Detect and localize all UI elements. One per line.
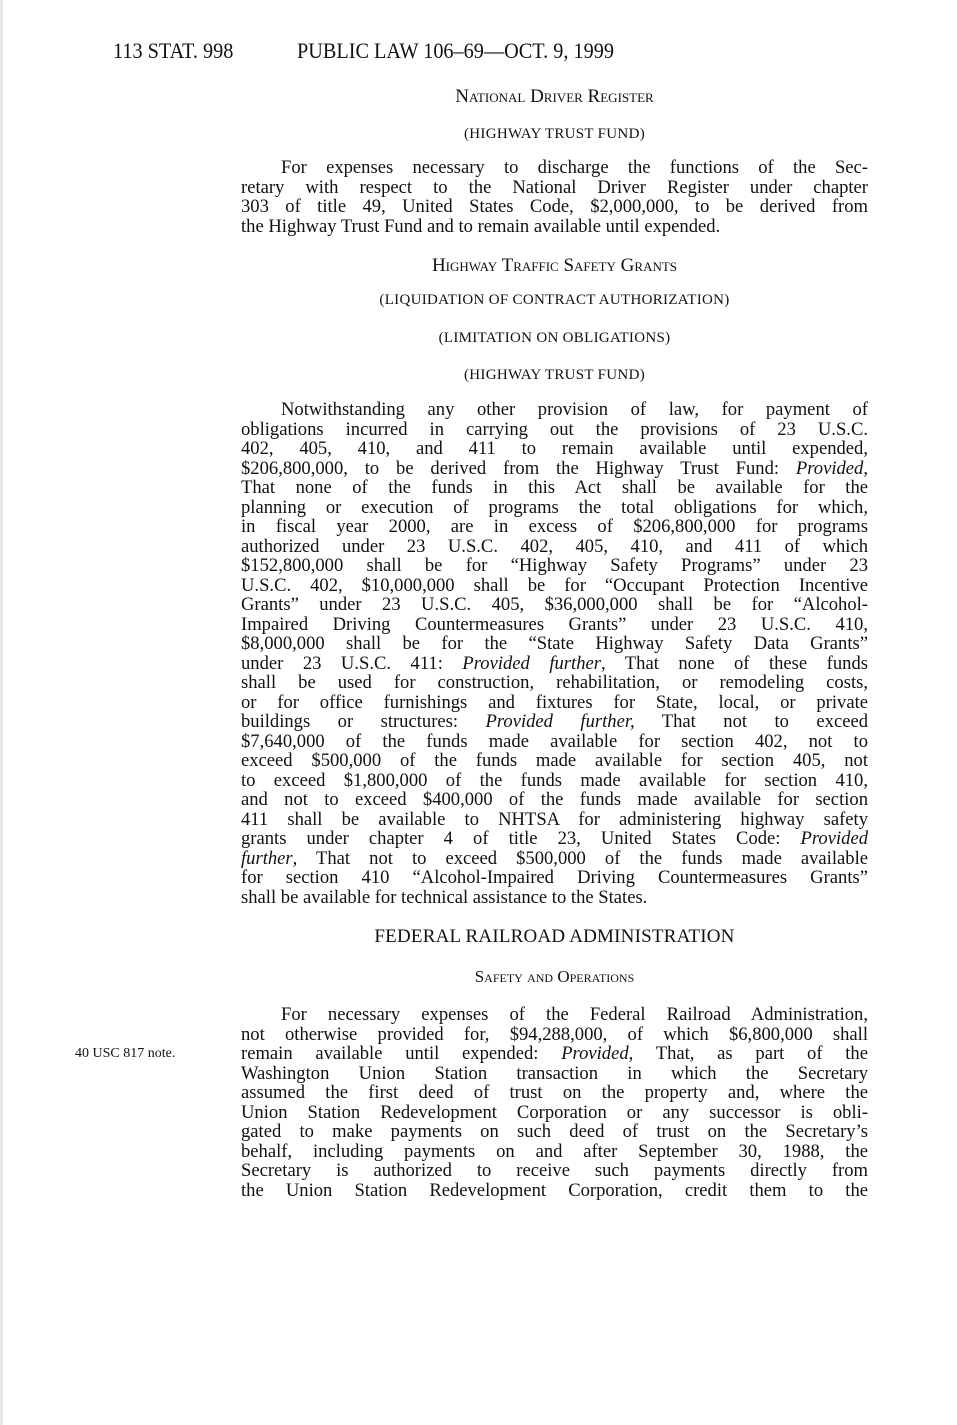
section-heading-safety-and-operations: Safety and Operations [474,967,635,986]
paragraph-federal-railroad-administration [241,1005,868,1200]
text-line: shall be available for technical assistance to the States. [241,886,648,908]
text-line: Secretary is authorized to receive such payments directly from [241,1160,868,1181]
text-segment: under 23 U.S.C. 411: [241,652,463,674]
text-line: 303 of title 49, United States Code, $2,000,000, to be derived from [241,196,868,217]
text-line: $152,800,000 shall be for “Highway Safety Programs” under 23 [241,555,868,576]
text-line [241,712,868,732]
text-segment: , That not to exceed $500,000 of the funds made available [292,847,868,869]
text-line: Notwithstanding any other provision of law, for payment of [281,399,868,420]
paragraph-national-driver-register [241,158,868,236]
text-line: the Union Station Redevelopment Corporation, credit them to the [241,1179,868,1201]
text-line: behalf, including payments on and after September 30, 1988, the [241,1140,868,1162]
text-line: Union Station Redevelopment Corporation or any successor is obli- [241,1101,868,1123]
text-line: assumed the first deed of trust on the property and, where the [241,1082,868,1103]
text-line: For necessary expenses of the Federal Railroad Administration, [281,1004,868,1025]
text-line: Washington Union Station transaction in which the Secretary [241,1062,868,1084]
running-header: PUBLIC LAW 106–69—OCT. 9, 1999 [297,38,614,63]
text-line: 402, 405, 410, and 411 to remain available until expended, [241,438,868,459]
text-line [241,849,868,869]
text-line: gated to make payments on such deed of trust on the Secretary’s [241,1121,868,1142]
section-heading-national-driver-register: National Driver Register [455,86,654,107]
text-segment: buildings or structures: [241,711,486,732]
text-line: U.S.C. 402, $10,000,000 shall be for “Occupant Protection Incentive [241,574,868,596]
text-line: $7,640,000 of the funds made available for section 402, not to [241,730,868,752]
text-line: obligations incurred in carrying out the provisions of 23 U.S.C. [241,418,868,440]
text-line: planning or execution of programs the total obligations for which, [241,496,868,518]
page-stat-number: 113 STAT. 998 [113,38,234,63]
text-line [241,654,868,674]
margin-note: 40 USC 817 note. [75,1046,176,1061]
section-subheading-limitation: (LIMITATION ON OBLIGATIONS) [438,330,671,346]
text-line: 411 shall be available to NHTSA for administering highway safety [241,808,868,830]
text-line [241,829,868,849]
text-line: That none of the funds in this Act shall be available for the [241,477,868,498]
italic-text: Provided [795,457,864,479]
text-line: Grants” under 23 U.S.C. 405, $36,000,000 shall be for “Alcohol- [241,594,868,615]
text-line: the Highway Trust Fund and to remain available until expended. [241,215,721,237]
text-segment: , That, as part of the [628,1043,868,1064]
text-segment: , [863,457,868,479]
text-line: to exceed $1,800,000 of the funds made available for section 410, [241,769,868,791]
text-segment: , That none of these funds [600,652,868,674]
text-line: authorized under 23 U.S.C. 402, 405, 410, and 411 of which [241,535,868,557]
italic-text: further [241,847,293,869]
text-line: For expenses necessary to discharge the functions of the Sec- [281,157,868,178]
italic-text: Provided [561,1043,629,1064]
text-line [241,1044,868,1064]
scan-edge [0,0,3,1425]
text-line: retary with respect to the National Driver Register under chapter [241,176,868,198]
text-segment: grants under chapter 4 of title 23, United States Code: [241,828,801,849]
text-line: Impaired Driving Countermeasures Grants” under 23 U.S.C. 410, [241,613,868,635]
text-line: or for office furnishings and fixtures for State, local, or private [241,691,868,713]
agency-heading-federal-railroad-administration: FEDERAL RAILROAD ADMINISTRATION [374,926,735,947]
paragraph-highway-traffic-safety-grants [241,400,868,907]
italic-text: Provided [800,828,868,849]
text-line: and not to exceed $400,000 of the funds made available for section [241,789,868,810]
section-subheading-highway-trust-fund-2: (HIGHWAY TRUST FUND) [463,367,645,383]
italic-text: Provided further, [485,711,635,732]
section-heading-highway-traffic-safety-grants: Highway Traffic Safety Grants [431,255,678,276]
section-subheading-highway-trust-fund: (HIGHWAY TRUST FUND) [463,126,645,142]
italic-text: Provided further [462,652,601,674]
text-line: exceed $500,000 of the funds made available for section 405, not [241,750,868,771]
text-line: shall be used for construction, rehabilitation, or remodeling costs, [241,672,868,693]
text-line: in fiscal year 2000, are in excess of $206,800,000 for programs [241,516,868,537]
text-segment: remain available until expended: [241,1043,562,1064]
text-line: for section 410 “Alcohol-Impaired Driving Countermeasures Grants” [241,867,868,888]
text-line: $8,000,000 shall be for the “State Highway Safety Data Grants” [241,633,868,654]
text-segment: That not to exceed [634,711,868,732]
text-line [241,459,868,479]
section-subheading-liquidation: (LIQUIDATION OF CONTRACT AUTHORIZATION) [379,292,730,308]
text-segment: $206,800,000, to be derived from the Highway Trust Fund: [241,457,796,479]
text-line: not otherwise provided for, $94,288,000, of which $6,800,000 shall [241,1023,868,1045]
